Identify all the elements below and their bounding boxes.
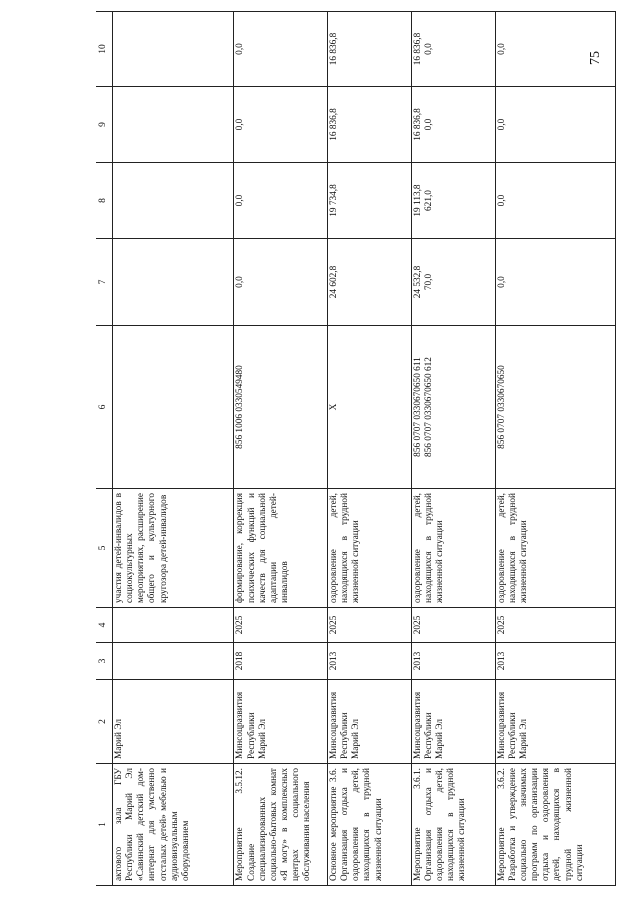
column-header: 9 [96,87,113,163]
amount-cell [495,12,615,87]
budget-code-cell [113,326,234,489]
cell-line: 621,0 [423,190,434,211]
expected-result-cell: оздоровление детей, находящихся в трудной жизненной ситуации [411,489,495,608]
table-row [495,12,615,886]
expected-result-cell: формирование, коррекция психических функций и качеств для социальной адаптации детей-инвалидов [234,489,328,608]
end-year-cell: 2025 [234,608,328,643]
budget-code-cell [495,326,615,489]
budget-code-cell [327,326,411,489]
budget-code-cell [411,326,495,489]
cell-line: 16 836,8 [328,108,339,141]
cell-line: 856 0707 0330670650 611 [412,357,423,457]
table-row [327,12,411,886]
cell-line: 0,0 [423,118,434,131]
amount-cell [113,12,234,87]
amount-cell [495,87,615,163]
column-header: 2 [96,680,113,764]
cell-line: 24 602,8 [328,265,339,299]
start-year-cell: 2013 [327,643,411,680]
amount-cell [411,87,495,163]
cell-line: 0,0 [496,194,507,207]
table-row [113,12,234,886]
amount-cell [327,239,411,326]
program-measures-table [96,11,616,886]
cell-line: 0,0 [235,118,246,131]
amount-cell [411,12,495,87]
executor-cell: Минсоцразвития Республики Марий Эл [495,680,615,764]
column-header: 1 [96,764,113,886]
cell-line: 856 0707 0330670650 [496,365,507,449]
cell-line: 856 1006 0330549480 [235,365,246,449]
cell-line: 0,0 [235,43,246,55]
table-body [113,12,616,886]
cell-line: 19 734,8 [328,184,339,217]
cell-line: 70,0 [423,273,434,291]
amount-cell [327,163,411,239]
column-header: 10 [96,12,113,87]
executor-cell: Минсоцразвития Республики Марий Эл [327,680,411,764]
amount-cell [495,163,615,239]
amount-cell [113,163,234,239]
measure-name-cell: Мероприятие 3.6.2. Разработка и утверждение социально значимых программ по организации отдыха и оздоровления детей, находящихся в трудной жизненной ситуации [495,764,615,886]
expected-result-cell: оздоровление детей, находящихся в трудной жизненной ситуации [495,489,615,608]
amount-cell [411,163,495,239]
measure-name-cell: актового зала ГБУ Республики Марий Эл «Савинский детский дом-интернат для умственно отсталых детей» мебелью и аудиовизуальным оборудованием [113,764,234,886]
amount-cell [113,239,234,326]
amount-cell [495,239,615,326]
page-number: 75 [588,51,603,65]
table-row [234,12,328,886]
rotated-page-content [96,12,616,886]
column-number-row [96,12,113,886]
column-header: 3 [96,643,113,680]
amount-cell [411,239,495,326]
table-row [411,12,495,886]
cell-line: 0,0 [235,194,246,207]
cell-line: 16 836,8 [412,32,423,66]
expected-result-cell: участия детей-инвалидов в социокультурных мероприятиях, расширение общего и культурного кругозора детей-инвалидов [113,489,234,608]
column-header: 4 [96,608,113,643]
end-year-cell: 2025 [495,608,615,643]
cell-line: 19 113,8 [412,184,423,217]
column-header: 7 [96,239,113,326]
column-header: 8 [96,163,113,239]
executor-cell: Минсоцразвития Республики Марий Эл [234,680,328,764]
start-year-cell [113,643,234,680]
start-year-cell: 2013 [411,643,495,680]
cell-line: 24 532,8 [412,265,423,299]
cell-line: 0,0 [423,43,434,55]
amount-cell [113,87,234,163]
amount-cell [234,12,328,87]
cell-line: 0,0 [496,118,507,131]
column-header: 5 [96,489,113,608]
executor-cell: Минсоцразвития Республики Марий Эл [411,680,495,764]
end-year-cell: 2025 [327,608,411,643]
amount-cell [234,239,328,326]
start-year-cell: 2018 [234,643,328,680]
expected-result-cell: оздоровление детей, находящихся в трудной жизненной ситуации [327,489,411,608]
end-year-cell [113,608,234,643]
cell-line: 0,0 [496,43,507,55]
cell-line: 856 0707 0330670650 612 [423,357,434,457]
cell-line: 16 836,8 [328,32,339,66]
measure-name-cell: Основное мероприятие 3.6. Организация отдыха и оздоровления детей, находящихся в трудной жизненной ситуации [327,764,411,886]
start-year-cell: 2013 [495,643,615,680]
cell-line: 0,0 [235,276,246,288]
cell-line: 0,0 [496,276,507,288]
cell-line: 16 836,8 [412,108,423,141]
end-year-cell: 2025 [411,608,495,643]
amount-cell [327,87,411,163]
column-header: 6 [96,326,113,489]
budget-code-cell [234,326,328,489]
amount-cell [234,163,328,239]
measure-name-cell: Мероприятие 3.5.12. Создание специализированных социально-бытовых комнат «Я могу» в комплексных центрах социального обслуживания населения [234,764,328,886]
cell-line: X [328,403,339,411]
amount-cell [327,12,411,87]
amount-cell [234,87,328,163]
measure-name-cell: Мероприятие 3.6.1. Организация отдыха и оздоровления детей, находящихся в трудной жизненной ситуации [411,764,495,886]
executor-cell: Марий Эл [113,680,234,764]
